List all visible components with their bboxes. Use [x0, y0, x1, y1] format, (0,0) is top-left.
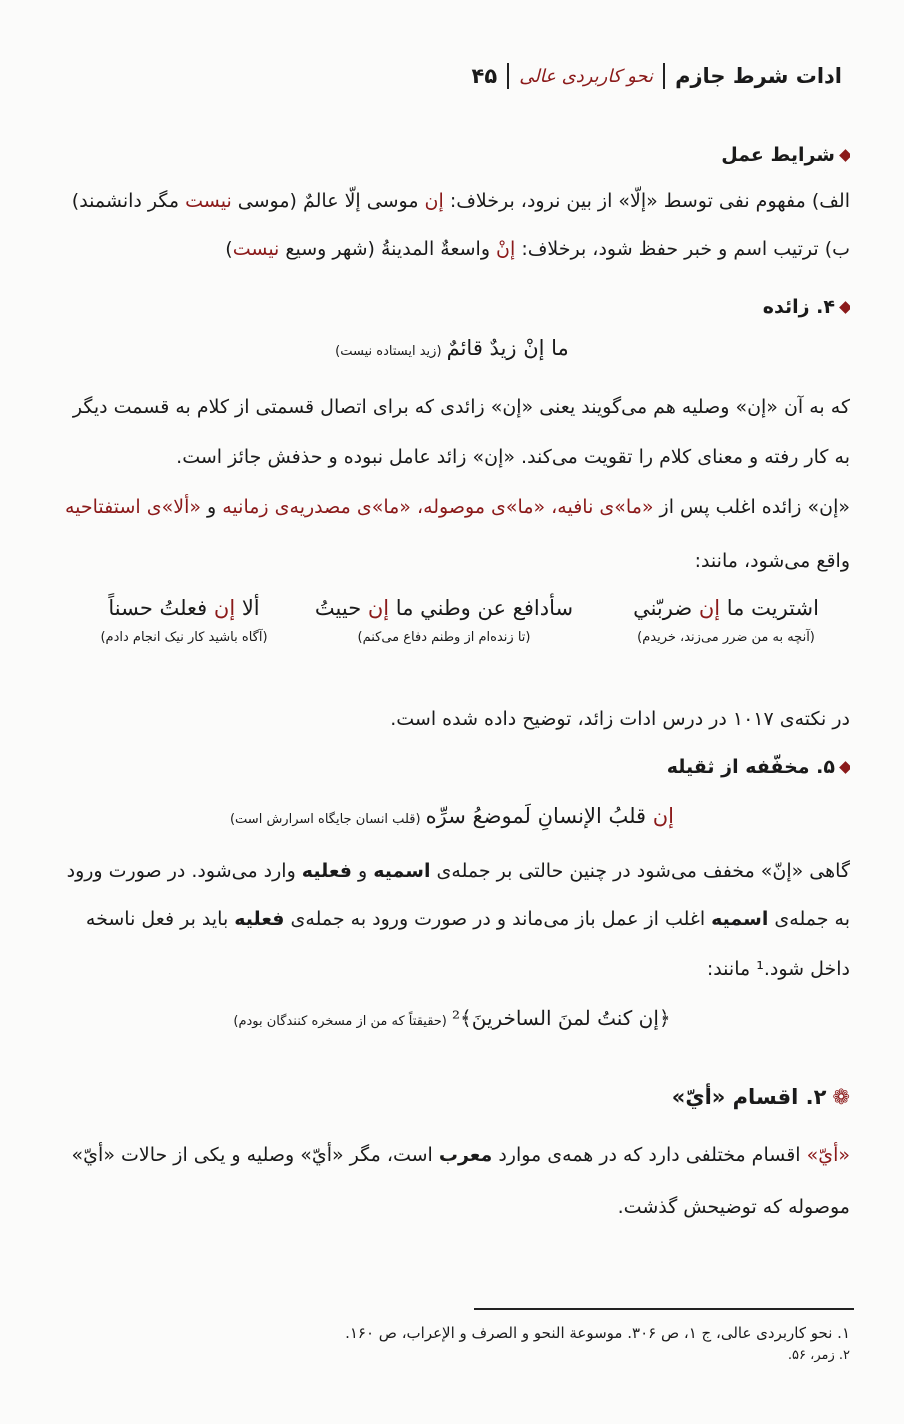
section-heading: ❁۲. اقسام «أيّ»: [671, 1085, 850, 1109]
paragraph-line: در نکته‌ی ۱۰۱۷ در درس ادات زائد، توضیح داده شده است.: [390, 708, 850, 730]
paragraph-line: به جمله‌ی اسمیه اغلب از عمل باز می‌ماند و در صورت ورود به جمله‌ی فعلیه باید بر فعل ناسخه: [85, 908, 850, 930]
paragraph-line: «أيّ» اقسام مختلفی دارد که در همه‌ی موارد معرب است، مگر «أيّ» وصلیه و یکی از حالات «أيّ»: [71, 1144, 850, 1166]
paragraph-line: واقع می‌شود، مانند:: [694, 550, 850, 572]
example-sentence: إن قلبُ الإنسانِ لَموضعُ سرِّه (قلب انسان جایگاه اسرارش است): [229, 804, 675, 828]
footnote: ۲. زمر، ۵۶.: [787, 1348, 850, 1363]
paragraph-line: موصوله که توضیحش گذشت.: [617, 1196, 850, 1218]
flower-bullet-icon: ❁: [832, 1085, 850, 1109]
section-heading: ۴. زائده: [40, 292, 850, 322]
diamond-bullet-icon: [839, 301, 850, 314]
header-divider: [507, 63, 509, 89]
paragraph-line: الف) مفهوم نفی توسط «إلّا» از بین نرود، برخلاف: إن موسی إلّا عالمٌ (موسی نیست مگر دانشمند): [71, 190, 850, 212]
diamond-bullet-icon: [839, 761, 850, 774]
header-divider: [663, 63, 665, 89]
paragraph-line: ب) ترتیب اسم و خبر حفظ شود، برخلاف: إنْ واسعةٌ المدینةُ (شهر وسیع نیست): [225, 238, 850, 260]
quran-verse: ﴿إن كنتُ لمنَ الساخرينَ﴾² (حقیقتاً که من از مسخره کنندگان بودم): [233, 1006, 671, 1030]
paragraph-line: «إن» زائده اغلب پس از «ما»ی نافیه، «ما»ی موصوله، «ما»ی مصدریه‌ی زمانیه و «ألا»ی استفتاحیه: [64, 496, 850, 518]
example-sentence: ما إنْ زیدٌ قائمٌ (زید ایستاده نیست): [335, 336, 569, 360]
chapter-title: ادات شرط جازم: [675, 64, 842, 88]
book-logo: نحو کاربردی عالی: [519, 65, 654, 87]
footnote-rule: [474, 1308, 854, 1310]
running-header: [472, 58, 842, 94]
footnote: ۱. نحو کاربردی عالی، ج ۱، ص ۳۰۶. موسوعة النحو و الصرف و الإعراب، ص ۱۶۰.: [345, 1324, 850, 1342]
section-heading: ۵. مخفّفه از ثقیله: [40, 752, 850, 782]
paragraph-line: که به آن «إن» وصلیه هم می‌گویند یعنی «إن» زائدی که برای اتصال قسمتی از کلام به قسمت دیگر: [72, 396, 850, 418]
page-number: ۴۵: [471, 64, 498, 88]
example-1: اشتریت ما إن ضربّني (آنچه به من ضرر می‌زند، خریدم): [633, 596, 819, 645]
example-3: ألا إن فعلتُ حسناً (آگاه باشید کار نیک انجام دادم): [100, 596, 268, 645]
section-heading: شرایط عمل: [40, 140, 850, 170]
diamond-bullet-icon: [839, 149, 850, 162]
paragraph-line: گاهی «إنّ» مخفف می‌شود در چنین حالتی بر جمله‌ی اسمیه و فعلیه وارد می‌شود. در صورت ورود: [66, 860, 850, 882]
example-2: سأدافع عن وطني ما إن حییتُ (تا زنده‌ام از وطنم دفاع می‌کنم): [314, 596, 574, 645]
paragraph-line: به کار رفته و معنای کلام را تقویت می‌کند. «إن» زائد عامل نبوده و حذفش جائز است.: [176, 446, 850, 468]
paragraph-line: داخل شود.¹ مانند:: [706, 958, 850, 980]
